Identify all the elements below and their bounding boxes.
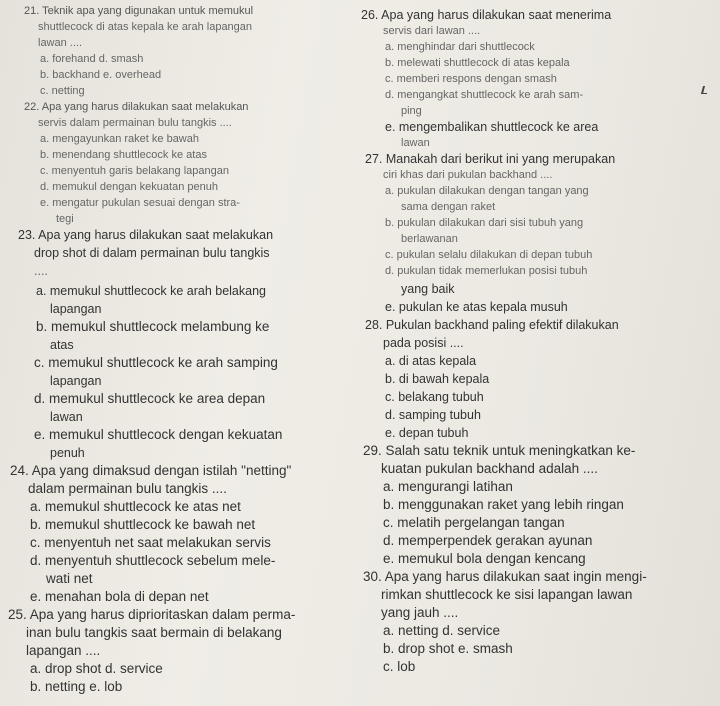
right-text-line: berlawanan — [401, 233, 458, 245]
right-text-line: 29. Salah satu teknik untuk meningkatkan ke- — [363, 443, 636, 458]
left-text-line: c. menyentuh garis belakang lapangan — [40, 165, 229, 177]
left-text-line: b. backhand e. overhead — [40, 69, 162, 81]
right-text-line: 26. Apa yang harus dilakukan saat menerima — [361, 8, 612, 22]
right-text-line: c. memberi respons dengan smash — [385, 73, 557, 85]
right-text-line: c. lob — [383, 659, 416, 674]
right-text-line: 30. Apa yang harus dilakukan saat ingin mengi- — [363, 569, 647, 584]
right-text-line: b. drop shot e. smash — [383, 641, 513, 656]
right-text-line: a. mengurangi latihan — [383, 479, 513, 494]
left-text-line: servis dalam permainan bulu tangkis .... — [38, 117, 232, 129]
left-text-line: b. memukul shuttlecock melambung ke — [36, 319, 270, 334]
left-text-line: dalam permainan bulu tangkis .... — [28, 481, 227, 496]
right-text-line: a. menghindar dari shuttlecock — [385, 41, 535, 53]
right-text-line: a. di atas kepala — [385, 354, 477, 368]
right-text-line: pada posisi .... — [383, 336, 464, 350]
left-column — [0, 0, 355, 706]
right-text-line: ciri khas dari pukulan backhand .... — [383, 169, 553, 181]
left-text-line: lapangan — [50, 302, 102, 316]
right-text-line: a. netting d. service — [383, 623, 501, 638]
left-text-line: a. mengayunkan raket ke bawah — [40, 133, 199, 145]
left-text-line: inan bulu tangkis saat bermain di belakang — [26, 625, 282, 640]
right-text-line: d. mengangkat shuttlecock ke arah sam- — [385, 89, 584, 101]
right-text-line: servis dari lawan .... — [383, 25, 481, 37]
left-text-line: a. memukul shuttlecock ke arah belakang — [36, 284, 266, 298]
left-text-line: 24. Apa yang dimaksud dengan istilah "netting" — [10, 463, 292, 478]
left-text-line: b. netting e. lob — [30, 679, 123, 694]
left-text-line: lapangan — [50, 374, 102, 388]
right-text-line: ping — [401, 105, 422, 117]
right-column — [355, 0, 720, 706]
left-text-line: 22. Apa yang harus dilakukan saat melakukan — [24, 101, 249, 113]
left-text-line: .... — [34, 264, 48, 278]
right-text-line: e. depan tubuh — [385, 426, 469, 440]
right-text-line: d. memperpendek gerakan ayunan — [383, 533, 593, 548]
left-text-line: c. netting — [40, 85, 85, 97]
right-text-line: 27. Manakah dari berikut ini yang merupakan — [365, 152, 616, 166]
right-text-line: c. melatih pergelangan tangan — [383, 515, 565, 530]
right-text-line: d. samping tubuh — [385, 408, 481, 422]
right-text-line: e. pukulan ke atas kepala musuh — [385, 300, 568, 314]
left-text-line: e. mengatur pukulan sesuai dengan stra- — [40, 197, 240, 209]
right-text-line: c. pukulan selalu dilakukan di depan tubuh — [385, 249, 593, 261]
left-text-line: d. memukul shuttlecock ke area depan — [34, 391, 266, 406]
left-text-line: 21. Teknik apa yang digunakan untuk memukul — [24, 5, 254, 17]
left-text-line: lapangan .... — [26, 643, 101, 658]
left-text-line: a. drop shot d. service — [30, 661, 163, 676]
left-text-line: b. memukul shuttlecock ke bawah net — [30, 517, 256, 532]
right-text-line: yang jauh .... — [381, 605, 459, 620]
left-text-line: lawan .... — [38, 37, 83, 49]
right-text-line: b. di bawah kepala — [385, 372, 490, 386]
right-text-line: yang baik — [401, 282, 455, 296]
left-text-line: penuh — [50, 446, 85, 460]
left-text-line: atas — [50, 338, 74, 352]
right-text-line: b. melewati shuttlecock di atas kepala — [385, 57, 570, 69]
right-text-line: e. memukul bola dengan kencang — [383, 551, 586, 566]
left-text-line: e. memukul shuttlecock dengan kekuatan — [34, 427, 283, 442]
pen-mark — [701, 86, 709, 94]
right-text-line: sama dengan raket — [401, 201, 496, 213]
left-text-line: wati net — [46, 571, 93, 586]
left-text-line: shuttlecock di atas kepala ke arah lapangan — [38, 21, 253, 33]
left-text-line: 23. Apa yang harus dilakukan saat melakukan — [18, 228, 274, 242]
left-text-line: tegi — [56, 213, 74, 225]
right-text-line: lawan — [401, 137, 430, 149]
left-text-line: d. menyentuh shuttlecock sebelum mele- — [30, 553, 276, 568]
right-text-line: 28. Pukulan backhand paling efektif dilakukan — [365, 318, 619, 332]
right-text-line: a. pukulan dilakukan dengan tangan yang — [385, 185, 589, 197]
left-text-line: lawan — [50, 410, 83, 424]
left-text-line: drop shot di dalam permainan bulu tangkis — [34, 246, 270, 260]
right-text-line: d. pukulan tidak memerlukan posisi tubuh — [385, 265, 588, 277]
left-text-line: e. menahan bola di depan net — [30, 589, 209, 604]
left-text-line: a. memukul shuttlecock ke atas net — [30, 499, 241, 514]
left-text-line: d. memukul dengan kekuatan penuh — [40, 181, 218, 193]
left-text-line: b. menendang shuttlecock ke atas — [40, 149, 207, 161]
right-text-line: b. pukulan dilakukan dari sisi tubuh yang — [385, 217, 584, 229]
right-text-line: e. mengembalikan shuttlecock ke area — [385, 120, 599, 134]
right-text-line: b. menggunakan raket yang lebih ringan — [383, 497, 624, 512]
right-text-line: c. belakang tubuh — [385, 390, 484, 404]
left-text-line: a. forehand d. smash — [40, 53, 144, 65]
right-text-line: rimkan shuttlecock ke sisi lapangan lawan — [381, 587, 633, 602]
left-text-line: c. menyentuh net saat melakukan servis — [30, 535, 271, 550]
left-text-line: c. memukul shuttlecock ke arah samping — [34, 355, 278, 370]
right-text-line: kuatan pukulan backhand adalah .... — [381, 461, 598, 476]
left-text-line: 25. Apa yang harus diprioritaskan dalam perma- — [8, 607, 296, 622]
